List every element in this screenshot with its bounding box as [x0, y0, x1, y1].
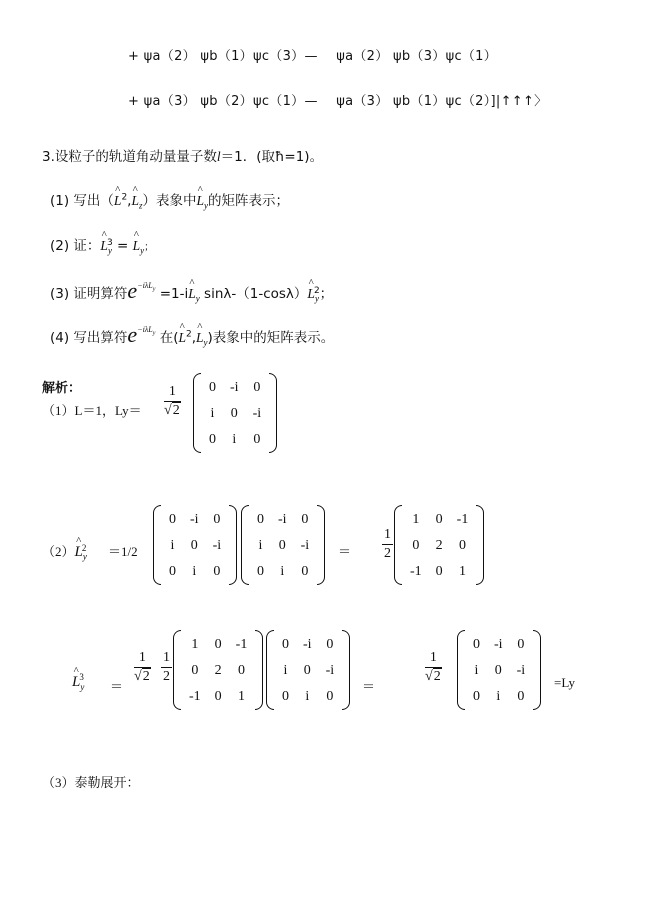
item-2-semi: ； — [144, 242, 155, 253]
psi-line-1-term-2: ψa（2） ψb（3）ψc（1） — [336, 49, 498, 64]
problem-3-stem — [42, 145, 323, 165]
stem-prefix: 3.设粒子的轨道角动量量子数 — [42, 149, 217, 165]
ly-hat-operator: ^ L — [196, 321, 204, 345]
item-1-text-c: 的矩阵表示； — [208, 193, 290, 209]
item-3-sub-y2: y — [314, 293, 319, 304]
problem-3-item-2 — [50, 229, 155, 256]
item-1-sub-z: z — [138, 200, 143, 211]
item-3-num: (3) — [50, 286, 74, 302]
ly-cubed-label: ^ $L_y^3$ — [72, 665, 85, 692]
ly-hat-operator: ^ L — [196, 184, 205, 208]
result-ly: =Ly — [554, 675, 576, 690]
problem-3-item-3 — [50, 278, 333, 304]
psi-line-2 — [128, 90, 548, 109]
psi-line-2-term-1: ψa（3） ψb（2）ψc（1）— — [143, 94, 318, 109]
item-1-sup: 2 — [121, 192, 128, 203]
item-1-sub-y: y — [204, 200, 209, 211]
item-1-num: (1) — [50, 193, 74, 209]
analysis-title: 解析： — [42, 381, 82, 396]
ly-hat-operator: ^ L — [307, 277, 315, 301]
frac-one-over-sqrt2: $\frac{1}{√2}$ — [164, 384, 180, 418]
frac-one-over-sqrt2-c: $\frac{1}{√2}$ — [425, 650, 441, 684]
ly-hat-operator: ^ L — [188, 277, 196, 301]
equals-sign-3a: ＝ — [110, 679, 124, 694]
item-1-text-a: 写出（ — [73, 193, 114, 209]
item-2-num: (2) — [50, 238, 74, 254]
matrix-ly-b: 0 -i 0 i 0 -i 0 i 0 — [241, 505, 325, 585]
solution-2-coefficient: ＝1/2 — [108, 544, 138, 559]
stem-suffix: =1)。 — [284, 149, 324, 165]
frac-one-half-b: $\frac{1}{2}$ — [163, 650, 170, 684]
item-4-text-b: 在( — [155, 330, 179, 346]
item-3-text-a: 证明算符 — [73, 286, 128, 302]
item-3-text-c: sinλ-（1-cosλ） — [199, 286, 308, 302]
lz-hat-operator: ^ L — [131, 184, 139, 208]
problem-3-item-4 — [50, 322, 334, 348]
item-3-sup: 2 — [313, 285, 320, 296]
equals-sign-3b: ＝ — [362, 679, 376, 694]
matrix-ly-squared: 1 0 -1 0 2 0 -1 0 1 — [394, 505, 484, 585]
item-2-sup: 3 — [106, 237, 113, 248]
item-2-text-a: 证： — [73, 238, 101, 254]
solution-1-label: （1）L＝1，Ly＝ — [42, 403, 142, 418]
frac-one-over-sqrt2-b: $\frac{1}{√2}$ — [134, 650, 150, 684]
stem-var: l — [216, 149, 221, 164]
item-4-text-a: 写出算符 — [73, 330, 128, 346]
item-1-comma: , — [127, 193, 132, 209]
exp-superscript: −iλLy — [137, 325, 156, 337]
psi-line-1-term-1: ψa（2） ψb（1）ψc（3）— — [143, 49, 318, 64]
item-1-text-b: ）表象中 — [142, 193, 197, 209]
l-hat-operator: ^ L — [178, 321, 186, 345]
exp-base: e — [127, 322, 138, 347]
frac-one-half: $\frac{1}{2}$ — [384, 527, 391, 561]
item-3-semi: ； — [319, 286, 334, 302]
hbar-symbol: ħ — [275, 149, 285, 165]
l-hat-operator: ^ L — [113, 184, 122, 208]
matrix-ly-squared-b: 1 0 -1 0 2 0 -1 0 1 — [173, 630, 263, 710]
item-4-text-c: )表象中的矩阵表示。 — [207, 330, 335, 346]
psi-line-2-term-2: ψa（3） ψb（1）ψc（2）]|↑↑↑〉 — [336, 94, 548, 109]
item-4-comma: , — [191, 330, 197, 346]
solution-2-label: （2） ^ $L_y^2$ — [42, 535, 87, 562]
equals-sign-2: ＝ — [338, 544, 352, 559]
item-2-sub-y: y — [107, 245, 112, 256]
stem-mid: ＝1．(取 — [220, 149, 276, 165]
psi-line-1-plus: + — [128, 49, 140, 64]
ly-hat-operator: ^ L — [100, 229, 108, 253]
item-4-sup: 2 — [185, 329, 192, 340]
exp-superscript: −iλLy — [137, 281, 156, 293]
item-3-sub-y: y — [195, 293, 200, 304]
psi-line-2-plus: + — [128, 94, 140, 109]
item-2-sub-y2: y — [140, 245, 145, 256]
psi-line-1 — [128, 45, 497, 64]
exp-base: e — [127, 278, 138, 303]
matrix-ly: 0 -i 0 i 0 -i 0 i 0 — [193, 373, 277, 453]
matrix-ly-a: 0 -i 0 i 0 -i 0 i 0 — [153, 505, 237, 585]
solution-3-taylor: （3）泰勒展开： — [42, 775, 140, 790]
item-2-eq: = — [112, 238, 133, 254]
item-4-num: (4) — [50, 330, 74, 346]
matrix-ly-d: 0 -i 0 i 0 -i 0 i 0 — [457, 630, 541, 710]
ly-hat-operator: ^ L — [132, 229, 141, 253]
item-3-text-b: =1-i — [155, 286, 189, 302]
problem-3-item-1 — [50, 184, 290, 211]
matrix-ly-c: 0 -i 0 i 0 -i 0 i 0 — [266, 630, 350, 710]
item-4-sub-y: y — [203, 337, 208, 348]
